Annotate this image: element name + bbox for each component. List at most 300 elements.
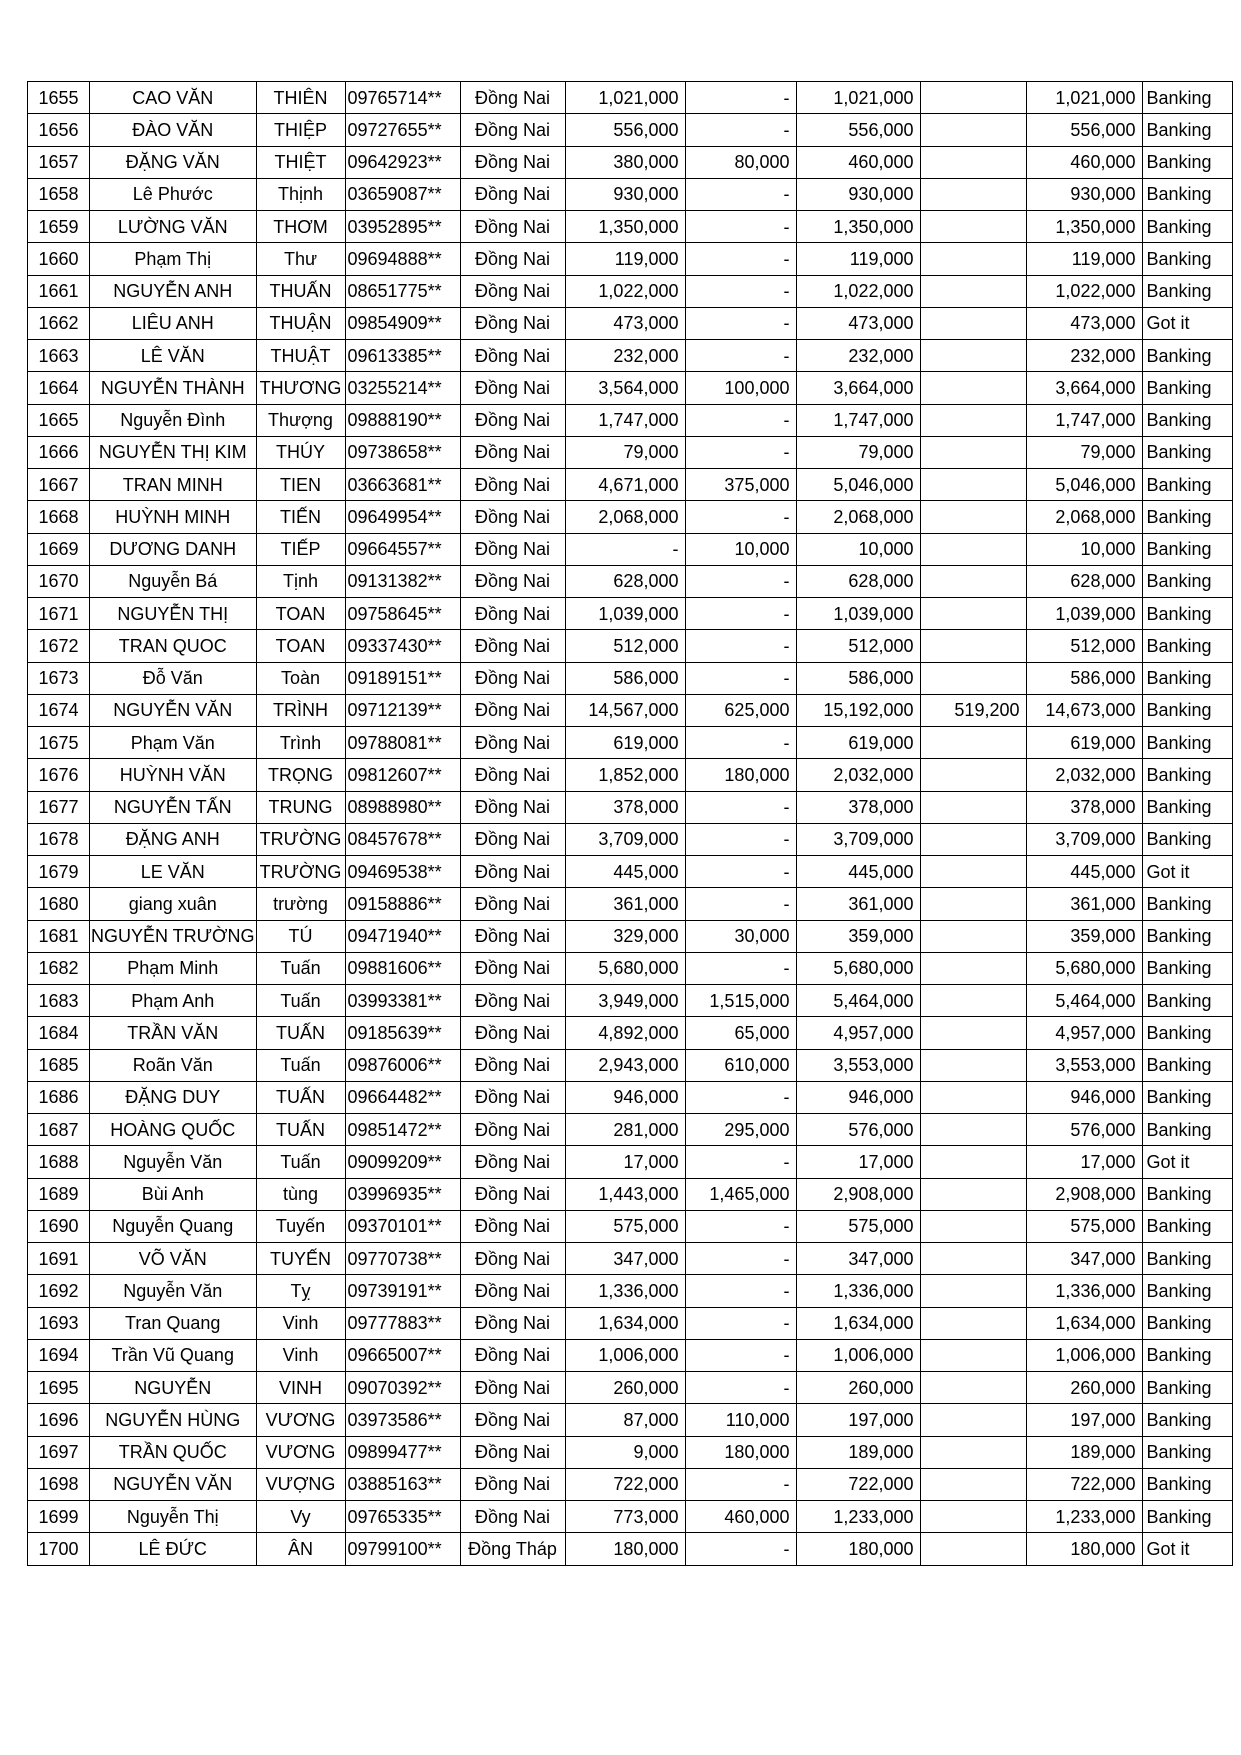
first-name-cell: VINH: [256, 1372, 345, 1404]
province-cell: Đồng Nai: [460, 1049, 565, 1081]
province-cell: Đồng Nai: [460, 1178, 565, 1210]
net-cell: 361,000: [1026, 888, 1142, 920]
province-cell: Đồng Nai: [460, 1210, 565, 1242]
last-name-cell: TRAN MINH: [90, 469, 257, 501]
first-name-cell: THUẬT: [256, 340, 345, 372]
table-row: [28, 211, 1233, 243]
table-row: [28, 1017, 1233, 1049]
net-cell: 512,000: [1026, 630, 1142, 662]
row-number-cell: 1688: [28, 1146, 90, 1178]
last-name-cell: ĐẶNG VĂN: [90, 146, 257, 178]
payment-method-cell: Banking: [1142, 952, 1232, 984]
row-number-cell: 1689: [28, 1178, 90, 1210]
payment-method-cell: Banking: [1142, 146, 1232, 178]
payment-method-cell: Banking: [1142, 1307, 1232, 1339]
last-name-cell: LƯỜNG VĂN: [90, 211, 257, 243]
phone-cell: 09899477**: [345, 1436, 460, 1468]
phone-cell: 09469538**: [345, 856, 460, 888]
net-cell: 628,000: [1026, 565, 1142, 597]
phone-cell: 09727655**: [345, 114, 460, 146]
province-cell: Đồng Nai: [460, 1081, 565, 1113]
first-name-cell: Tuấn: [256, 985, 345, 1017]
province-cell: Đồng Nai: [460, 1114, 565, 1146]
last-name-cell: Roãn Văn: [90, 1049, 257, 1081]
province-cell: Đồng Nai: [460, 211, 565, 243]
net-cell: 1,747,000: [1026, 404, 1142, 436]
phone-cell: 08651775**: [345, 275, 460, 307]
deduction-cell: [920, 630, 1026, 662]
last-name-cell: VÕ VĂN: [90, 1243, 257, 1275]
first-name-cell: TRƯỜNG: [256, 856, 345, 888]
phone-cell: 03952895**: [345, 211, 460, 243]
phone-cell: 09664557**: [345, 533, 460, 565]
first-name-cell: TOAN: [256, 630, 345, 662]
province-cell: Đồng Nai: [460, 1501, 565, 1533]
bonus-cell: -: [685, 243, 796, 275]
first-name-cell: Vinh: [256, 1339, 345, 1371]
payment-method-cell: Banking: [1142, 243, 1232, 275]
phone-cell: 09777883**: [345, 1307, 460, 1339]
table-row: [28, 1468, 1233, 1500]
last-name-cell: Trần Vũ Quang: [90, 1339, 257, 1371]
total-cell: 180,000: [796, 1533, 920, 1565]
row-number-cell: 1687: [28, 1114, 90, 1146]
phone-cell: 09888190**: [345, 404, 460, 436]
phone-cell: 09158886**: [345, 888, 460, 920]
last-name-cell: Bùi Anh: [90, 1178, 257, 1210]
phone-cell: 09694888**: [345, 243, 460, 275]
table-row: [28, 340, 1233, 372]
province-cell: Đồng Nai: [460, 1307, 565, 1339]
payment-method-cell: Banking: [1142, 1081, 1232, 1113]
last-name-cell: HUỲNH MINH: [90, 501, 257, 533]
amount-cell: 17,000: [565, 1146, 685, 1178]
row-number-cell: 1696: [28, 1404, 90, 1436]
net-cell: 14,673,000: [1026, 694, 1142, 726]
last-name-cell: NGUYỄN THỊ: [90, 598, 257, 630]
total-cell: 79,000: [796, 436, 920, 468]
first-name-cell: Tỵ: [256, 1275, 345, 1307]
amount-cell: 380,000: [565, 146, 685, 178]
amount-cell: 1,021,000: [565, 82, 685, 114]
first-name-cell: TUẤN: [256, 1114, 345, 1146]
net-cell: 359,000: [1026, 920, 1142, 952]
first-name-cell: THÚY: [256, 436, 345, 468]
first-name-cell: TUẤN: [256, 1081, 345, 1113]
total-cell: 5,046,000: [796, 469, 920, 501]
amount-cell: 586,000: [565, 662, 685, 694]
row-number-cell: 1663: [28, 340, 90, 372]
province-cell: Đồng Nai: [460, 856, 565, 888]
row-number-cell: 1683: [28, 985, 90, 1017]
amount-cell: 378,000: [565, 791, 685, 823]
province-cell: Đồng Nai: [460, 791, 565, 823]
last-name-cell: LÊ VĂN: [90, 340, 257, 372]
amount-cell: 930,000: [565, 178, 685, 210]
table-row: [28, 1307, 1233, 1339]
table-row: [28, 1339, 1233, 1371]
phone-cell: 09851472**: [345, 1114, 460, 1146]
province-cell: Đồng Nai: [460, 630, 565, 662]
province-cell: Đồng Nai: [460, 469, 565, 501]
last-name-cell: HOÀNG QUỐC: [90, 1114, 257, 1146]
province-cell: Đồng Nai: [460, 436, 565, 468]
net-cell: 2,032,000: [1026, 759, 1142, 791]
row-number-cell: 1674: [28, 694, 90, 726]
total-cell: 930,000: [796, 178, 920, 210]
phone-cell: 09665007**: [345, 1339, 460, 1371]
first-name-cell: ÂN: [256, 1533, 345, 1565]
payment-method-cell: Banking: [1142, 533, 1232, 565]
phone-cell: 03996935**: [345, 1178, 460, 1210]
net-cell: 3,664,000: [1026, 372, 1142, 404]
bonus-cell: -: [685, 211, 796, 243]
net-cell: 10,000: [1026, 533, 1142, 565]
bonus-cell: 180,000: [685, 1436, 796, 1468]
deduction-cell: [920, 404, 1026, 436]
deduction-cell: [920, 598, 1026, 630]
phone-cell: 09337430**: [345, 630, 460, 662]
province-cell: Đồng Nai: [460, 340, 565, 372]
province-cell: Đồng Nai: [460, 82, 565, 114]
amount-cell: 512,000: [565, 630, 685, 662]
phone-cell: 09099209**: [345, 1146, 460, 1178]
total-cell: 359,000: [796, 920, 920, 952]
total-cell: 1,336,000: [796, 1275, 920, 1307]
province-cell: Đồng Nai: [460, 1339, 565, 1371]
last-name-cell: NGUYỄN TRƯỜNG: [90, 920, 257, 952]
net-cell: 556,000: [1026, 114, 1142, 146]
last-name-cell: LE VĂN: [90, 856, 257, 888]
payment-method-cell: Banking: [1142, 920, 1232, 952]
phone-cell: 09649954**: [345, 501, 460, 533]
row-number-cell: 1699: [28, 1501, 90, 1533]
last-name-cell: LIÊU ANH: [90, 307, 257, 339]
net-cell: 2,068,000: [1026, 501, 1142, 533]
row-number-cell: 1682: [28, 952, 90, 984]
last-name-cell: DƯƠNG DANH: [90, 533, 257, 565]
province-cell: Đồng Nai: [460, 1275, 565, 1307]
phone-cell: 09765335**: [345, 1501, 460, 1533]
payment-method-cell: Banking: [1142, 275, 1232, 307]
province-cell: Đồng Nai: [460, 1017, 565, 1049]
deduction-cell: [920, 791, 1026, 823]
phone-cell: 09738658**: [345, 436, 460, 468]
net-cell: 1,039,000: [1026, 598, 1142, 630]
total-cell: 619,000: [796, 727, 920, 759]
payment-method-cell: Banking: [1142, 727, 1232, 759]
payment-method-cell: Banking: [1142, 469, 1232, 501]
payout-table: [27, 81, 1233, 1566]
total-cell: 4,957,000: [796, 1017, 920, 1049]
first-name-cell: Tuấn: [256, 952, 345, 984]
total-cell: 1,039,000: [796, 598, 920, 630]
last-name-cell: CAO VĂN: [90, 82, 257, 114]
row-number-cell: 1659: [28, 211, 90, 243]
province-cell: Đồng Nai: [460, 307, 565, 339]
last-name-cell: ĐÀO VĂN: [90, 114, 257, 146]
last-name-cell: Nguyễn Đình: [90, 404, 257, 436]
amount-cell: 119,000: [565, 243, 685, 275]
total-cell: 586,000: [796, 662, 920, 694]
row-number-cell: 1700: [28, 1533, 90, 1565]
net-cell: 1,336,000: [1026, 1275, 1142, 1307]
phone-cell: 09770738**: [345, 1243, 460, 1275]
first-name-cell: Thịnh: [256, 178, 345, 210]
net-cell: 445,000: [1026, 856, 1142, 888]
first-name-cell: Thượng: [256, 404, 345, 436]
deduction-cell: [920, 1146, 1026, 1178]
province-cell: Đồng Nai: [460, 1436, 565, 1468]
table-row: [28, 1178, 1233, 1210]
net-cell: 197,000: [1026, 1404, 1142, 1436]
total-cell: 1,006,000: [796, 1339, 920, 1371]
payment-method-cell: Banking: [1142, 436, 1232, 468]
bonus-cell: -: [685, 307, 796, 339]
first-name-cell: TUYẾN: [256, 1243, 345, 1275]
deduction-cell: [920, 1436, 1026, 1468]
total-cell: 1,021,000: [796, 82, 920, 114]
table-row: [28, 404, 1233, 436]
deduction-cell: [920, 823, 1026, 855]
amount-cell: 1,039,000: [565, 598, 685, 630]
last-name-cell: NGUYỄN TẤN: [90, 791, 257, 823]
phone-cell: 03663681**: [345, 469, 460, 501]
first-name-cell: TRÌNH: [256, 694, 345, 726]
deduction-cell: [920, 1114, 1026, 1146]
net-cell: 722,000: [1026, 1468, 1142, 1500]
first-name-cell: Toàn: [256, 662, 345, 694]
bonus-cell: -: [685, 630, 796, 662]
bonus-cell: -: [685, 1307, 796, 1339]
table-row: [28, 985, 1233, 1017]
net-cell: 576,000: [1026, 1114, 1142, 1146]
last-name-cell: ĐẶNG DUY: [90, 1081, 257, 1113]
phone-cell: 03973586**: [345, 1404, 460, 1436]
row-number-cell: 1673: [28, 662, 90, 694]
province-cell: Đồng Nai: [460, 694, 565, 726]
bonus-cell: -: [685, 1339, 796, 1371]
last-name-cell: Phạm Minh: [90, 952, 257, 984]
deduction-cell: [920, 727, 1026, 759]
table-row: [28, 823, 1233, 855]
amount-cell: 180,000: [565, 1533, 685, 1565]
table-row: [28, 694, 1233, 726]
payment-method-cell: Banking: [1142, 791, 1232, 823]
province-cell: Đồng Nai: [460, 1146, 565, 1178]
bonus-cell: -: [685, 1210, 796, 1242]
phone-cell: 09642923**: [345, 146, 460, 178]
phone-cell: 09070392**: [345, 1372, 460, 1404]
table-row: [28, 856, 1233, 888]
deduction-cell: [920, 469, 1026, 501]
bonus-cell: -: [685, 952, 796, 984]
total-cell: 260,000: [796, 1372, 920, 1404]
first-name-cell: Vinh: [256, 1307, 345, 1339]
amount-cell: 329,000: [565, 920, 685, 952]
payment-method-cell: Banking: [1142, 694, 1232, 726]
bonus-cell: 460,000: [685, 1501, 796, 1533]
payment-method-cell: Banking: [1142, 1436, 1232, 1468]
payment-method-cell: Banking: [1142, 759, 1232, 791]
amount-cell: 1,336,000: [565, 1275, 685, 1307]
province-cell: Đồng Nai: [460, 565, 565, 597]
bonus-cell: -: [685, 340, 796, 372]
amount-cell: 1,006,000: [565, 1339, 685, 1371]
amount-cell: 232,000: [565, 340, 685, 372]
net-cell: 1,233,000: [1026, 1501, 1142, 1533]
net-cell: 619,000: [1026, 727, 1142, 759]
bonus-cell: -: [685, 888, 796, 920]
row-number-cell: 1685: [28, 1049, 90, 1081]
payment-method-cell: Banking: [1142, 1178, 1232, 1210]
bonus-cell: 180,000: [685, 759, 796, 791]
bonus-cell: 10,000: [685, 533, 796, 565]
amount-cell: 4,892,000: [565, 1017, 685, 1049]
net-cell: 946,000: [1026, 1081, 1142, 1113]
net-cell: 17,000: [1026, 1146, 1142, 1178]
row-number-cell: 1695: [28, 1372, 90, 1404]
total-cell: 378,000: [796, 791, 920, 823]
payment-method-cell: Banking: [1142, 404, 1232, 436]
first-name-cell: TOAN: [256, 598, 345, 630]
last-name-cell: NGUYỄN ANH: [90, 275, 257, 307]
row-number-cell: 1658: [28, 178, 90, 210]
bonus-cell: 65,000: [685, 1017, 796, 1049]
phone-cell: 09185639**: [345, 1017, 460, 1049]
first-name-cell: THƯƠNG: [256, 372, 345, 404]
amount-cell: 3,709,000: [565, 823, 685, 855]
amount-cell: 79,000: [565, 436, 685, 468]
province-cell: Đồng Nai: [460, 1243, 565, 1275]
net-cell: 4,957,000: [1026, 1017, 1142, 1049]
amount-cell: 281,000: [565, 1114, 685, 1146]
last-name-cell: NGUYỄN VĂN: [90, 694, 257, 726]
amount-cell: 87,000: [565, 1404, 685, 1436]
province-cell: Đồng Nai: [460, 727, 565, 759]
last-name-cell: TRAN QUOC: [90, 630, 257, 662]
table-row: [28, 1275, 1233, 1307]
table-row: [28, 1146, 1233, 1178]
total-cell: 1,022,000: [796, 275, 920, 307]
deduction-cell: [920, 146, 1026, 178]
bonus-cell: -: [685, 598, 796, 630]
payment-method-cell: Got it: [1142, 856, 1232, 888]
amount-cell: 628,000: [565, 565, 685, 597]
phone-cell: 08988980**: [345, 791, 460, 823]
total-cell: 347,000: [796, 1243, 920, 1275]
row-number-cell: 1692: [28, 1275, 90, 1307]
row-number-cell: 1690: [28, 1210, 90, 1242]
last-name-cell: NGUYỄN THỊ KIM: [90, 436, 257, 468]
amount-cell: 260,000: [565, 1372, 685, 1404]
payment-method-cell: Banking: [1142, 372, 1232, 404]
deduction-cell: [920, 178, 1026, 210]
phone-cell: 09712139**: [345, 694, 460, 726]
table-row: [28, 146, 1233, 178]
deduction-cell: [920, 1178, 1026, 1210]
row-number-cell: 1693: [28, 1307, 90, 1339]
deduction-cell: [920, 436, 1026, 468]
first-name-cell: TIẾP: [256, 533, 345, 565]
phone-cell: 09788081**: [345, 727, 460, 759]
table-row: [28, 114, 1233, 146]
first-name-cell: TÚ: [256, 920, 345, 952]
table-row: [28, 759, 1233, 791]
net-cell: 3,709,000: [1026, 823, 1142, 855]
table-row: [28, 1243, 1233, 1275]
province-cell: Đồng Nai: [460, 598, 565, 630]
row-number-cell: 1668: [28, 501, 90, 533]
phone-cell: 08457678**: [345, 823, 460, 855]
first-name-cell: THUẬN: [256, 307, 345, 339]
payment-method-cell: Banking: [1142, 501, 1232, 533]
province-cell: Đồng Nai: [460, 114, 565, 146]
last-name-cell: TRẦN VĂN: [90, 1017, 257, 1049]
table-row: [28, 1404, 1233, 1436]
amount-cell: 1,634,000: [565, 1307, 685, 1339]
net-cell: 5,464,000: [1026, 985, 1142, 1017]
net-cell: 930,000: [1026, 178, 1142, 210]
row-number-cell: 1697: [28, 1436, 90, 1468]
bonus-cell: -: [685, 823, 796, 855]
net-cell: 119,000: [1026, 243, 1142, 275]
payment-method-cell: Banking: [1142, 1468, 1232, 1500]
net-cell: 347,000: [1026, 1243, 1142, 1275]
total-cell: 1,634,000: [796, 1307, 920, 1339]
table-body: [28, 82, 1233, 1566]
row-number-cell: 1671: [28, 598, 90, 630]
phone-cell: 09854909**: [345, 307, 460, 339]
bonus-cell: 1,515,000: [685, 985, 796, 1017]
first-name-cell: THƠM: [256, 211, 345, 243]
payment-method-cell: Banking: [1142, 1501, 1232, 1533]
row-number-cell: 1681: [28, 920, 90, 952]
first-name-cell: TRỌNG: [256, 759, 345, 791]
total-cell: 361,000: [796, 888, 920, 920]
total-cell: 512,000: [796, 630, 920, 662]
table-row: [28, 82, 1233, 114]
amount-cell: 1,443,000: [565, 1178, 685, 1210]
net-cell: 260,000: [1026, 1372, 1142, 1404]
phone-cell: 03885163**: [345, 1468, 460, 1500]
last-name-cell: NGUYỄN: [90, 1372, 257, 1404]
deduction-cell: [920, 307, 1026, 339]
bonus-cell: -: [685, 1243, 796, 1275]
amount-cell: 946,000: [565, 1081, 685, 1113]
payment-method-cell: Banking: [1142, 82, 1232, 114]
deduction-cell: 519,200: [920, 694, 1026, 726]
province-cell: Đồng Nai: [460, 533, 565, 565]
bonus-cell: -: [685, 1533, 796, 1565]
last-name-cell: Nguyễn Văn: [90, 1275, 257, 1307]
last-name-cell: NGUYỄN THÀNH: [90, 372, 257, 404]
amount-cell: 347,000: [565, 1243, 685, 1275]
net-cell: 180,000: [1026, 1533, 1142, 1565]
net-cell: 3,553,000: [1026, 1049, 1142, 1081]
last-name-cell: Phạm Thị: [90, 243, 257, 275]
payment-method-cell: Banking: [1142, 340, 1232, 372]
deduction-cell: [920, 82, 1026, 114]
deduction-cell: [920, 1243, 1026, 1275]
deduction-cell: [920, 952, 1026, 984]
deduction-cell: [920, 1049, 1026, 1081]
net-cell: 575,000: [1026, 1210, 1142, 1242]
province-cell: Đồng Nai: [460, 759, 565, 791]
last-name-cell: HUỲNH VĂN: [90, 759, 257, 791]
province-cell: Đồng Nai: [460, 1468, 565, 1500]
row-number-cell: 1662: [28, 307, 90, 339]
